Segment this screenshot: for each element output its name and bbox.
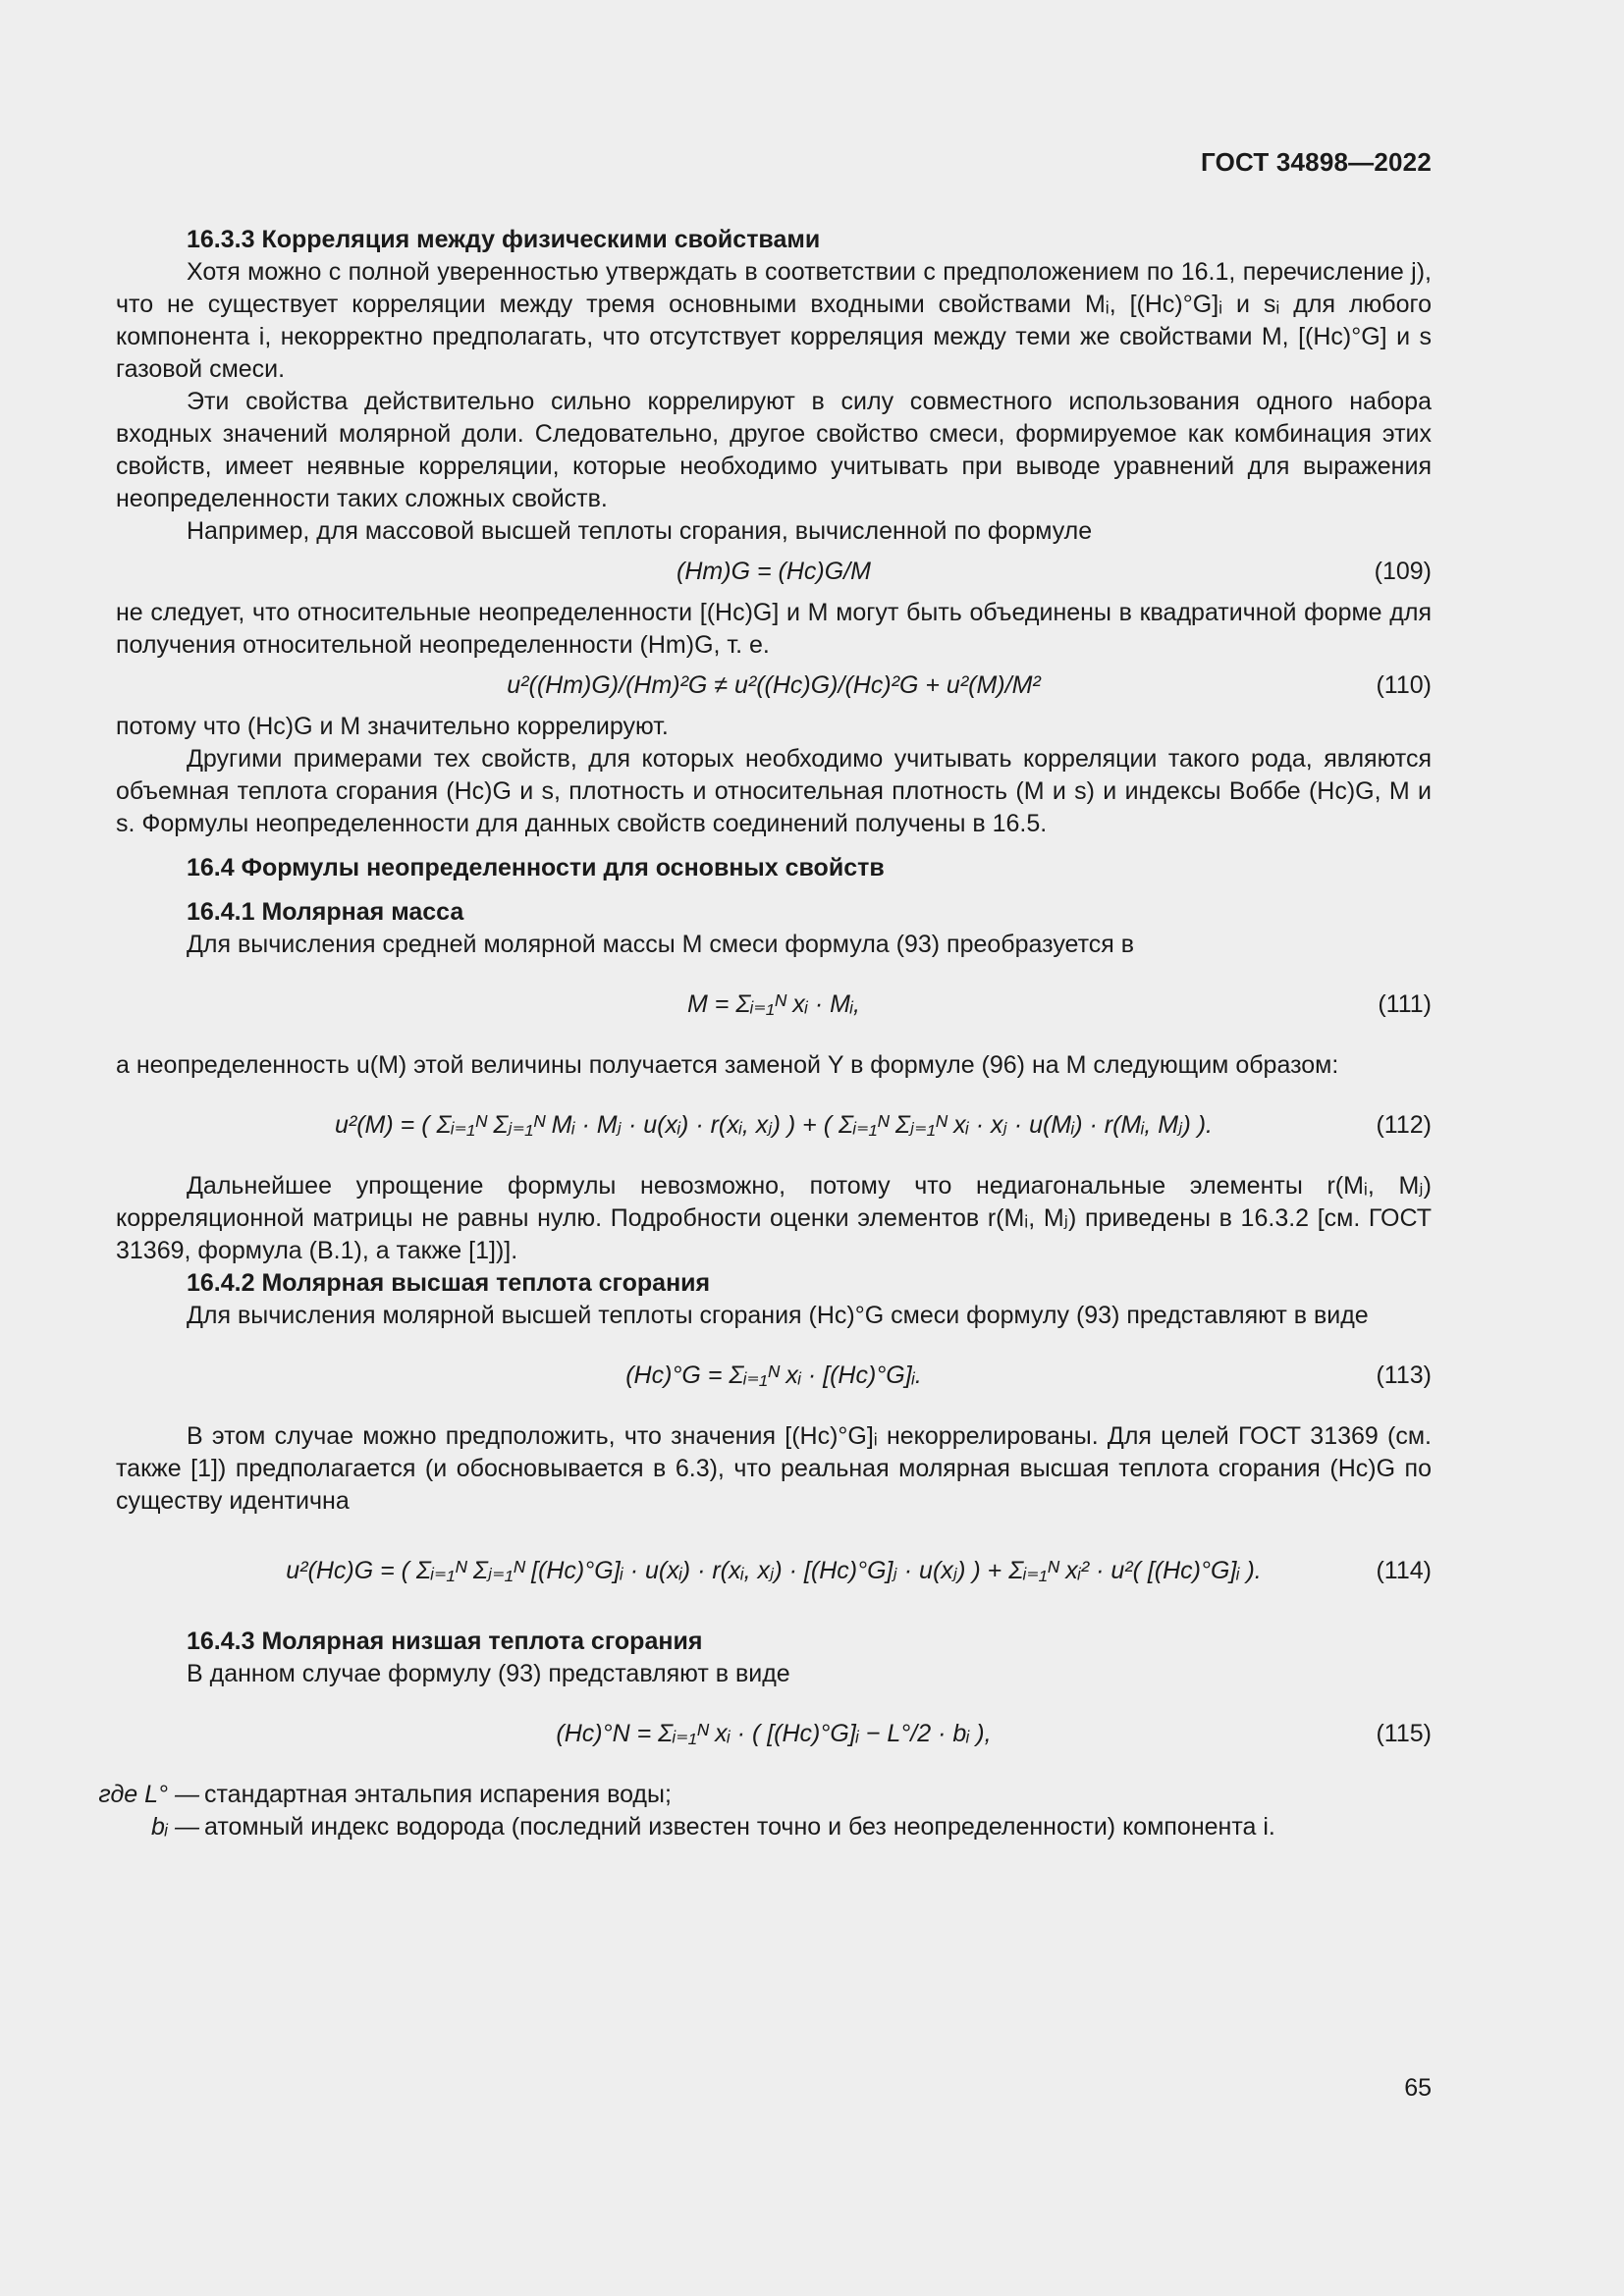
paragraph: Для вычисления средней молярной массы M смеси формула (93) преобразуется в bbox=[187, 931, 1135, 958]
definition-text: стандартная энтальпия испарения воды; bbox=[204, 1781, 672, 1808]
paragraph: Например, для массовой высшей теплоты сгорания, вычисленной по формуле bbox=[187, 517, 1093, 545]
formula: u²(M) = ( Σᵢ₌₁ᴺ Σⱼ₌₁ᴺ Mᵢ · Mⱼ · u(xᵢ) · r(xᵢ, xⱼ) ) + ( Σᵢ₌₁ᴺ Σⱼ₌₁ᴺ xᵢ · xⱼ · u(Mᵢ) · r(Mᵢ, Mⱼ) ). bbox=[335, 1111, 1213, 1139]
formula: u²(Hc)G = ( Σᵢ₌₁ᴺ Σⱼ₌₁ᴺ [(Hc)°G]ᵢ · u(xᵢ) · r(xᵢ, xⱼ) · [(Hc)°G]ⱼ · u(xⱼ) ) + Σᵢ₌₁ᴺ xᵢ² · u²( [(Hc)°G]ᵢ ). bbox=[286, 1557, 1262, 1584]
equation-110 bbox=[116, 662, 1432, 711]
paragraph: Дальнейшее упрощение формулы невозможно, потому что недиагональные элементы r(Mᵢ, Mⱼ) корреляционной матрицы не равны нулю. Подробности оценки элементов r(Mᵢ, Mⱼ) приведены в 16.3.2 [см. ГОСТ 31369, формула (В.1), а также [1])]. bbox=[116, 1172, 1432, 1264]
equation-109 bbox=[116, 548, 1432, 597]
section-heading: 16.4 Формулы неопределенности для основных свойств bbox=[187, 854, 885, 881]
paragraph: Для вычисления молярной высшей теплоты сгорания (Hc)°G смеси формулу (93) представляют в виде bbox=[187, 1302, 1369, 1329]
paragraph: В данном случае формулу (93) представляют в виде bbox=[187, 1660, 790, 1687]
formula: (Hm)G = (Hc)G/M bbox=[677, 558, 871, 585]
definition-symbol: где L° — bbox=[98, 1781, 199, 1808]
equation-115 bbox=[116, 1690, 1432, 1779]
section-heading: 16.4.2 Молярная высшая теплота сгорания bbox=[187, 1269, 711, 1297]
definition-row bbox=[98, 1779, 1432, 1811]
section-heading: 16.4.1 Молярная масса bbox=[187, 898, 464, 926]
definition-row bbox=[116, 1811, 1432, 1843]
paragraph: а неопределенность u(M) этой величины получается заменой Y в формуле (96) на M следующим образом: bbox=[116, 1051, 1339, 1079]
paragraph: В этом случае можно предположить, что значения [(Hc)°G]ᵢ некоррелированы. Для целей ГОСТ 31369 (см. также [1]) предполагается (и обосновывается в 6.3), что реальная молярная высшая теплота сгорания (Hc)G по существу идентична bbox=[116, 1422, 1432, 1515]
equation-113 bbox=[116, 1332, 1432, 1420]
paragraph: Хотя можно с полной уверенностью утверждать в соответствии с предположением по 16.1, перечисление j), что не существует корреляции между тремя основными входными свойствами Mᵢ, [(Hc)°G]ᵢ и sᵢ для любого компонента i, некорректно предполагать, что отсутствует корреляция между теми же свойствами M, [(Hc)°G] и s газовой смеси. bbox=[116, 258, 1432, 383]
standard-code: ГОСТ 34898—2022 bbox=[1201, 147, 1432, 177]
paragraph: Другими примерами тех свойств, для которых необходимо учитывать корреляции такого рода, являются объемная теплота сгорания (Hc)G и s, плотность и относительная плотность (M и s) и индексы Воббе (Hc)G, M и s. Формулы неопределенности для данных свойств соединений получены в 16.5. bbox=[116, 745, 1432, 837]
equation-number: (112) bbox=[1376, 1111, 1432, 1139]
paragraph: Эти свойства действительно сильно коррелируют в силу совместного использования одного набора входных значений молярной доли. Следовательно, другое свойство смеси, формируемое как комбинация этих свойств, имеет неявные корреляции, которые необходимо учитывать при выводе уравнений для выражения неопределенности таких сложных свойств. bbox=[116, 388, 1432, 512]
page-body bbox=[98, 224, 1432, 1843]
equation-number: (111) bbox=[1378, 990, 1432, 1018]
formula: (Hc)°G = Σᵢ₌₁ᴺ xᵢ · [(Hc)°G]ᵢ. bbox=[625, 1362, 922, 1389]
paragraph: потому что (Hc)G и M значительно коррелируют. bbox=[116, 713, 669, 740]
equation-number: (115) bbox=[1376, 1720, 1432, 1747]
equation-114 bbox=[116, 1518, 1432, 1626]
definition-symbol: bᵢ — bbox=[151, 1813, 199, 1841]
formula: M = Σᵢ₌₁ᴺ xᵢ · Mᵢ, bbox=[687, 990, 860, 1018]
equation-112 bbox=[116, 1082, 1432, 1170]
section-heading: 16.3.3 Корреляция между физическими свойствами bbox=[187, 226, 821, 253]
equation-111 bbox=[116, 961, 1432, 1049]
definition-text: атомный индекс водорода (последний известен точно и без неопределенности) компонента i. bbox=[204, 1813, 1275, 1841]
formula: u²((Hm)G)/(Hm)²G ≠ u²((Hc)G)/(Hc)²G + u²(M)/M² bbox=[507, 671, 1041, 699]
equation-number: (109) bbox=[1374, 558, 1432, 585]
section-heading: 16.4.3 Молярная низшая теплота сгорания bbox=[187, 1628, 703, 1655]
page-number: 65 bbox=[1404, 2074, 1432, 2102]
equation-number: (113) bbox=[1376, 1362, 1432, 1389]
equation-number: (110) bbox=[1376, 671, 1432, 699]
paragraph: не следует, что относительные неопределенности [(Hc)G] и M могут быть объединены в квадратичной форме для получения относительной неопределенности (Hm)G, т. е. bbox=[116, 599, 1432, 659]
equation-number: (114) bbox=[1376, 1557, 1432, 1584]
formula: (Hc)°N = Σᵢ₌₁ᴺ xᵢ · ( [(Hc)°G]ᵢ − L°/2 · bᵢ ), bbox=[556, 1720, 992, 1747]
